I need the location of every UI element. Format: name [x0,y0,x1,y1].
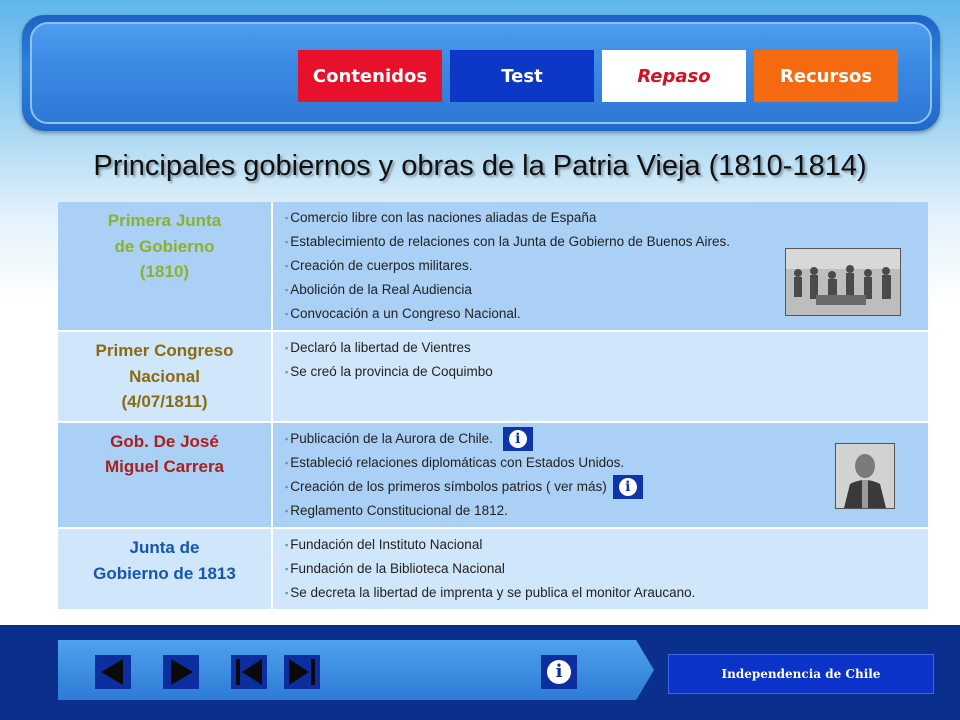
row-label-line: (4/07/1811) [121,392,208,411]
table-row [58,529,928,611]
bullet-icon: ▪ [285,564,289,575]
first-slide-icon [231,655,267,689]
last-slide-icon [284,655,320,689]
engraving-illustration [786,249,900,315]
list-item-text: Estableció relaciones diplomáticas con Estados Unidos. [290,454,625,470]
last-slide-button[interactable] [284,655,320,689]
previous-button[interactable] [95,655,131,689]
list-item-text: Fundación de la Biblioteca Nacional [290,561,505,577]
carrera-portrait-image [835,443,895,509]
list-item [285,557,920,581]
table-row [58,423,928,530]
governments-table [58,202,928,611]
row-label-line: Nacional [129,366,200,386]
row-label-line: Gobierno de 1813 [93,563,236,583]
bullet-icon: ▪ [285,457,289,468]
row-label-line: Junta de [129,538,200,558]
first-slide-button[interactable] [231,655,267,689]
row-label-line: Primera Junta [107,211,222,230]
row-items [273,332,928,423]
list-item [285,475,920,499]
bullet-icon: ▪ [285,540,289,551]
list-item-text: Convocación a un Congreso Nacional. [290,306,521,321]
list-item-text: Abolición de la Real Audiencia [290,282,472,297]
page-title: Principales gobiernos y obras de la Patria Vieja (1810-1814) [93,150,867,182]
table-row [58,332,928,423]
bullet-icon: ▪ [285,213,289,223]
list-item-text: Comercio libre con las naciones aliadas de España [290,210,597,225]
list-item [285,581,920,605]
row-items [273,423,928,530]
row-label-line: Miguel Carrera [104,457,225,476]
bullet-icon: ▪ [285,237,289,247]
items-list [285,533,920,605]
row-items [273,202,928,332]
row-label-junta-1813 [58,529,273,611]
tab-test[interactable]: Test [450,50,594,102]
row-label-line: (1810) [139,262,190,281]
bullet-icon: ▪ [285,588,289,599]
row-label-line: de Gobierno [114,236,215,256]
next-button[interactable] [163,655,199,689]
list-item [285,206,920,230]
row-label-line: Gob. De José [110,431,219,451]
list-item [285,451,920,475]
list-item [285,427,920,451]
list-item [285,336,920,360]
list-item-text: Reglamento Constitucional de 1812. [290,503,508,519]
portrait-illustration [836,444,894,508]
items-list [285,427,920,524]
tab-repaso[interactable]: Repaso [602,50,746,102]
list-item-text: Se creó la provincia de Coquimbo [290,364,493,379]
list-item-text: Publicación de la Aurora de Chile. [290,430,493,446]
bullet-icon: ▪ [285,343,289,353]
list-item [285,533,920,557]
simbolos-patrios-info-button[interactable] [613,475,643,499]
bullet-icon: ▪ [285,481,289,492]
list-item-text: Declaró la libertad de Vientres [290,340,471,355]
bullet-icon: ▪ [285,285,289,295]
list-item-text: Establecimiento de relaciones con la Junta de Gobierno de Buenos Aires. [290,234,730,249]
bullet-icon: ▪ [285,506,289,517]
next-icon [163,655,199,689]
bullet-icon: ▪ [285,433,289,444]
info-icon: i [619,478,637,496]
tab-contenidos[interactable]: Contenidos [298,50,442,102]
aurora-info-button[interactable] [503,427,533,451]
info-icon: i [547,660,571,684]
row-label-line: Primer Congreso [95,341,234,360]
row-label-primera-junta [58,202,273,332]
bullet-icon: ▪ [285,261,289,271]
bullet-icon: ▪ [285,309,289,319]
row-label-primer-congreso [58,332,273,423]
main-nav-tabs [298,50,898,102]
bullet-icon: ▪ [285,367,289,377]
primera-junta-engraving-image [785,248,901,316]
items-list [285,336,920,384]
footer-info-button[interactable] [541,655,577,689]
independencia-de-chile-link[interactable]: Independencia de Chile [668,654,934,694]
list-item-text: Creación de los primeros símbolos patrios ( ver más) [290,478,607,494]
table-row [58,202,928,332]
list-item-text: Fundación del Instituto Nacional [290,537,483,553]
list-item-text: Creación de cuerpos militares. [290,258,473,273]
list-item-text: Se decreta la libertad de imprenta y se publica el monitor Araucano. [290,585,696,601]
row-label-jose-miguel-carrera [58,423,273,530]
list-item [285,360,920,384]
previous-icon [95,655,131,689]
row-items [273,529,928,611]
list-item [285,499,920,523]
info-icon: i [509,430,527,448]
tab-recursos[interactable]: Recursos [754,50,898,102]
